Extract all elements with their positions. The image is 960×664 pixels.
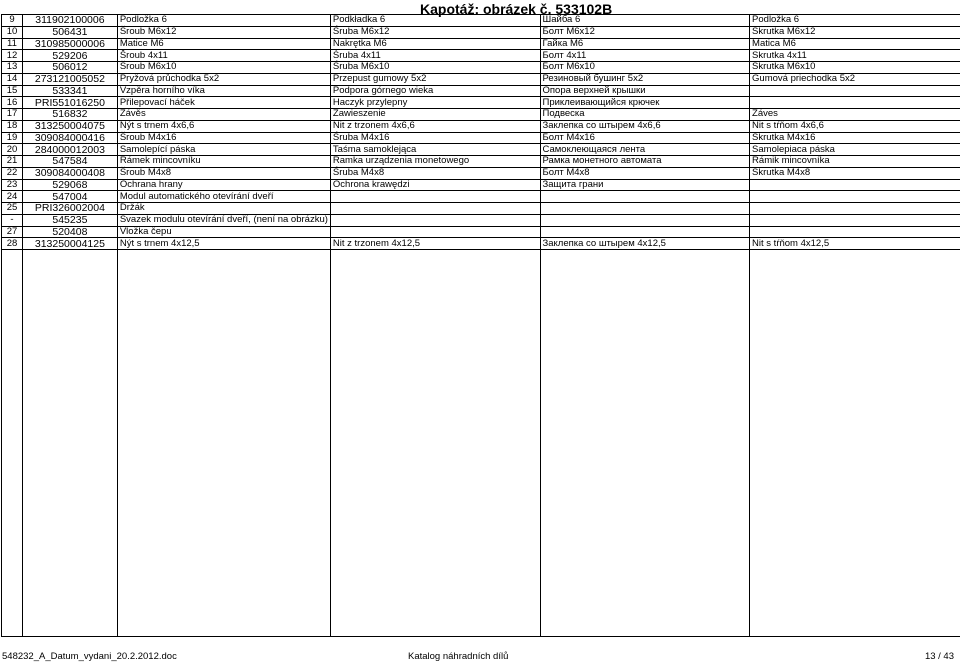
part-code-cell: 520408: [22, 226, 117, 238]
table-row: [2, 109, 960, 121]
polish-name-cell: Śruba M6x12: [330, 26, 540, 38]
russian-name-cell: Шайба 6: [540, 15, 750, 27]
russian-name-cell: Приклеивающийся крючек: [540, 97, 750, 109]
part-code-cell: PRI551016250: [22, 97, 117, 109]
table-row: [2, 85, 960, 97]
czech-name-cell: Modul automatického otevírání dveří: [117, 191, 330, 203]
footer-page-number: 13 / 43: [924, 651, 954, 662]
table-row: [2, 120, 960, 132]
russian-name-cell: [540, 214, 750, 226]
table-row: [2, 156, 960, 168]
empty-cell: [22, 250, 117, 637]
slovak-name-cell: Rámik mincovníka: [750, 156, 960, 168]
russian-name-cell: Опора верхней крышки: [540, 85, 750, 97]
russian-name-cell: Резиновый бушинг 5x2: [540, 73, 750, 85]
page-footer: [0, 650, 960, 664]
russian-name-cell: Болт M6x12: [540, 26, 750, 38]
empty-row: [2, 250, 960, 637]
row-number-cell: 28: [2, 238, 23, 250]
czech-name-cell: Přilepovací háček: [117, 97, 330, 109]
czech-name-cell: Matice M6: [117, 38, 330, 50]
polish-name-cell: [330, 203, 540, 215]
table-row: [2, 226, 960, 238]
russian-name-cell: Болт M6x10: [540, 62, 750, 74]
czech-name-cell: Svazek modulu otevírání dveří, (není na obrázku): [117, 214, 330, 226]
polish-name-cell: Nakrętka M6: [330, 38, 540, 50]
part-code-cell: 547584: [22, 156, 117, 168]
slovak-name-cell: Gumová priechodka 5x2: [750, 73, 960, 85]
row-number-cell: 25: [2, 203, 23, 215]
russian-name-cell: Болт M4x8: [540, 167, 750, 179]
polish-name-cell: Śruba 4x11: [330, 50, 540, 62]
polish-name-cell: Zawieszenie: [330, 109, 540, 121]
row-number-cell: -: [2, 214, 23, 226]
table-row: [2, 203, 960, 215]
czech-name-cell: Vložka čepu: [117, 226, 330, 238]
footer-filename: 548232_A_Datum_vydani_20.2.2012.doc: [2, 651, 177, 662]
row-number-cell: 10: [2, 26, 23, 38]
slovak-name-cell: [750, 191, 960, 203]
parts-table: [1, 14, 960, 637]
slovak-name-cell: [750, 85, 960, 97]
part-code-cell: 516832: [22, 109, 117, 121]
polish-name-cell: Ramka urządzenia monetowego: [330, 156, 540, 168]
part-code-cell: 310985000006: [22, 38, 117, 50]
empty-cell: [750, 250, 960, 637]
czech-name-cell: Ochrana hrany: [117, 179, 330, 191]
slovak-name-cell: Skrutka 4x11: [750, 50, 960, 62]
part-code-cell: 313250004075: [22, 120, 117, 132]
czech-name-cell: Držák: [117, 203, 330, 215]
slovak-name-cell: Samolepiaca páska: [750, 144, 960, 156]
row-number-cell: 19: [2, 132, 23, 144]
part-code-cell: 313250004125: [22, 238, 117, 250]
russian-name-cell: Болт 4x11: [540, 50, 750, 62]
russian-name-cell: Рамка монетного автомата: [540, 156, 750, 168]
slovak-name-cell: Skrutka M4x8: [750, 167, 960, 179]
slovak-name-cell: Nit s tŕňom 4x12,5: [750, 238, 960, 250]
polish-name-cell: Przepust gumowy 5x2: [330, 73, 540, 85]
slovak-name-cell: Skrutka M4x16: [750, 132, 960, 144]
slovak-name-cell: [750, 214, 960, 226]
czech-name-cell: Šroub M4x16: [117, 132, 330, 144]
polish-name-cell: Podkładka 6: [330, 15, 540, 27]
empty-cell: [330, 250, 540, 637]
part-code-cell: 506431: [22, 26, 117, 38]
polish-name-cell: Śruba M4x8: [330, 167, 540, 179]
part-code-cell: 506012: [22, 62, 117, 74]
empty-cell: [117, 250, 330, 637]
russian-name-cell: [540, 191, 750, 203]
empty-cell: [2, 250, 23, 637]
russian-name-cell: Заклепка со штырем 4x12,5: [540, 238, 750, 250]
table-row: [2, 73, 960, 85]
part-code-cell: 547004: [22, 191, 117, 203]
polish-name-cell: [330, 226, 540, 238]
polish-name-cell: Ochrona krawędzi: [330, 179, 540, 191]
czech-name-cell: Samolepící páska: [117, 144, 330, 156]
russian-name-cell: [540, 226, 750, 238]
russian-name-cell: Самоклеющаяся лента: [540, 144, 750, 156]
russian-name-cell: [540, 203, 750, 215]
polish-name-cell: Śruba M4x16: [330, 132, 540, 144]
polish-name-cell: Śruba M6x10: [330, 62, 540, 74]
polish-name-cell: Taśma samoklejąca: [330, 144, 540, 156]
table-row: [2, 179, 960, 191]
czech-name-cell: Podložka 6: [117, 15, 330, 27]
part-code-cell: 309084000416: [22, 132, 117, 144]
row-number-cell: 18: [2, 120, 23, 132]
row-number-cell: 12: [2, 50, 23, 62]
part-code-cell: 311902100006: [22, 15, 117, 27]
slovak-name-cell: Skrutka M6x12: [750, 26, 960, 38]
table-row: [2, 191, 960, 203]
row-number-cell: 23: [2, 179, 23, 191]
polish-name-cell: [330, 191, 540, 203]
table-row: [2, 15, 960, 27]
slovak-name-cell: Matica M6: [750, 38, 960, 50]
row-number-cell: 11: [2, 38, 23, 50]
footer-catalog-name: Katalog náhradních dílů: [408, 651, 509, 662]
polish-name-cell: Nit z trzonem 4x12,5: [330, 238, 540, 250]
table-row: [2, 50, 960, 62]
row-number-cell: 17: [2, 109, 23, 121]
slovak-name-cell: Skrutka M6x10: [750, 62, 960, 74]
row-number-cell: 13: [2, 62, 23, 74]
part-code-cell: 533341: [22, 85, 117, 97]
row-number-cell: 22: [2, 167, 23, 179]
slovak-name-cell: [750, 179, 960, 191]
part-code-cell: PRI326002004: [22, 203, 117, 215]
polish-name-cell: Podpora górnego wieka: [330, 85, 540, 97]
table-row: [2, 238, 960, 250]
slovak-name-cell: Nit s tŕňom 4x6,6: [750, 120, 960, 132]
czech-name-cell: Šroub M6x12: [117, 26, 330, 38]
part-code-cell: 529068: [22, 179, 117, 191]
table-row: [2, 62, 960, 74]
slovak-name-cell: [750, 203, 960, 215]
slovak-name-cell: [750, 97, 960, 109]
row-number-cell: 24: [2, 191, 23, 203]
table-row: [2, 97, 960, 109]
russian-name-cell: Гайка M6: [540, 38, 750, 50]
russian-name-cell: Защита грани: [540, 179, 750, 191]
czech-name-cell: Šroub 4x11: [117, 50, 330, 62]
table-row: [2, 132, 960, 144]
row-number-cell: 9: [2, 15, 23, 27]
row-number-cell: 20: [2, 144, 23, 156]
part-code-cell: 309084000408: [22, 167, 117, 179]
part-code-cell: 273121005052: [22, 73, 117, 85]
row-number-cell: 14: [2, 73, 23, 85]
czech-name-cell: Šroub M4x8: [117, 167, 330, 179]
russian-name-cell: Подвеска: [540, 109, 750, 121]
slovak-name-cell: Podložka 6: [750, 15, 960, 27]
slovak-name-cell: [750, 226, 960, 238]
row-number-cell: 15: [2, 85, 23, 97]
row-number-cell: 21: [2, 156, 23, 168]
row-number-cell: 16: [2, 97, 23, 109]
czech-name-cell: Nýt s trnem 4x6,6: [117, 120, 330, 132]
czech-name-cell: Rámek mincovníku: [117, 156, 330, 168]
table-row: [2, 214, 960, 226]
czech-name-cell: Šroub M6x10: [117, 62, 330, 74]
table-row: [2, 167, 960, 179]
part-code-cell: 545235: [22, 214, 117, 226]
part-code-cell: 284000012003: [22, 144, 117, 156]
row-number-cell: 27: [2, 226, 23, 238]
page-title: Kapotáž: obrázek č. 533102B: [420, 1, 613, 17]
czech-name-cell: Nýt s trnem 4x12,5: [117, 238, 330, 250]
russian-name-cell: Заклепка со штырем 4x6,6: [540, 120, 750, 132]
table-row: [2, 38, 960, 50]
polish-name-cell: Nit z trzonem 4x6,6: [330, 120, 540, 132]
polish-name-cell: [330, 214, 540, 226]
part-code-cell: 529206: [22, 50, 117, 62]
slovak-name-cell: Záves: [750, 109, 960, 121]
empty-cell: [540, 250, 750, 637]
polish-name-cell: Haczyk przylepny: [330, 97, 540, 109]
czech-name-cell: Pryžová průchodka 5x2: [117, 73, 330, 85]
czech-name-cell: Závěs: [117, 109, 330, 121]
table-row: [2, 144, 960, 156]
russian-name-cell: Болт M4x16: [540, 132, 750, 144]
czech-name-cell: Vzpěra horního víka: [117, 85, 330, 97]
table-row: [2, 26, 960, 38]
